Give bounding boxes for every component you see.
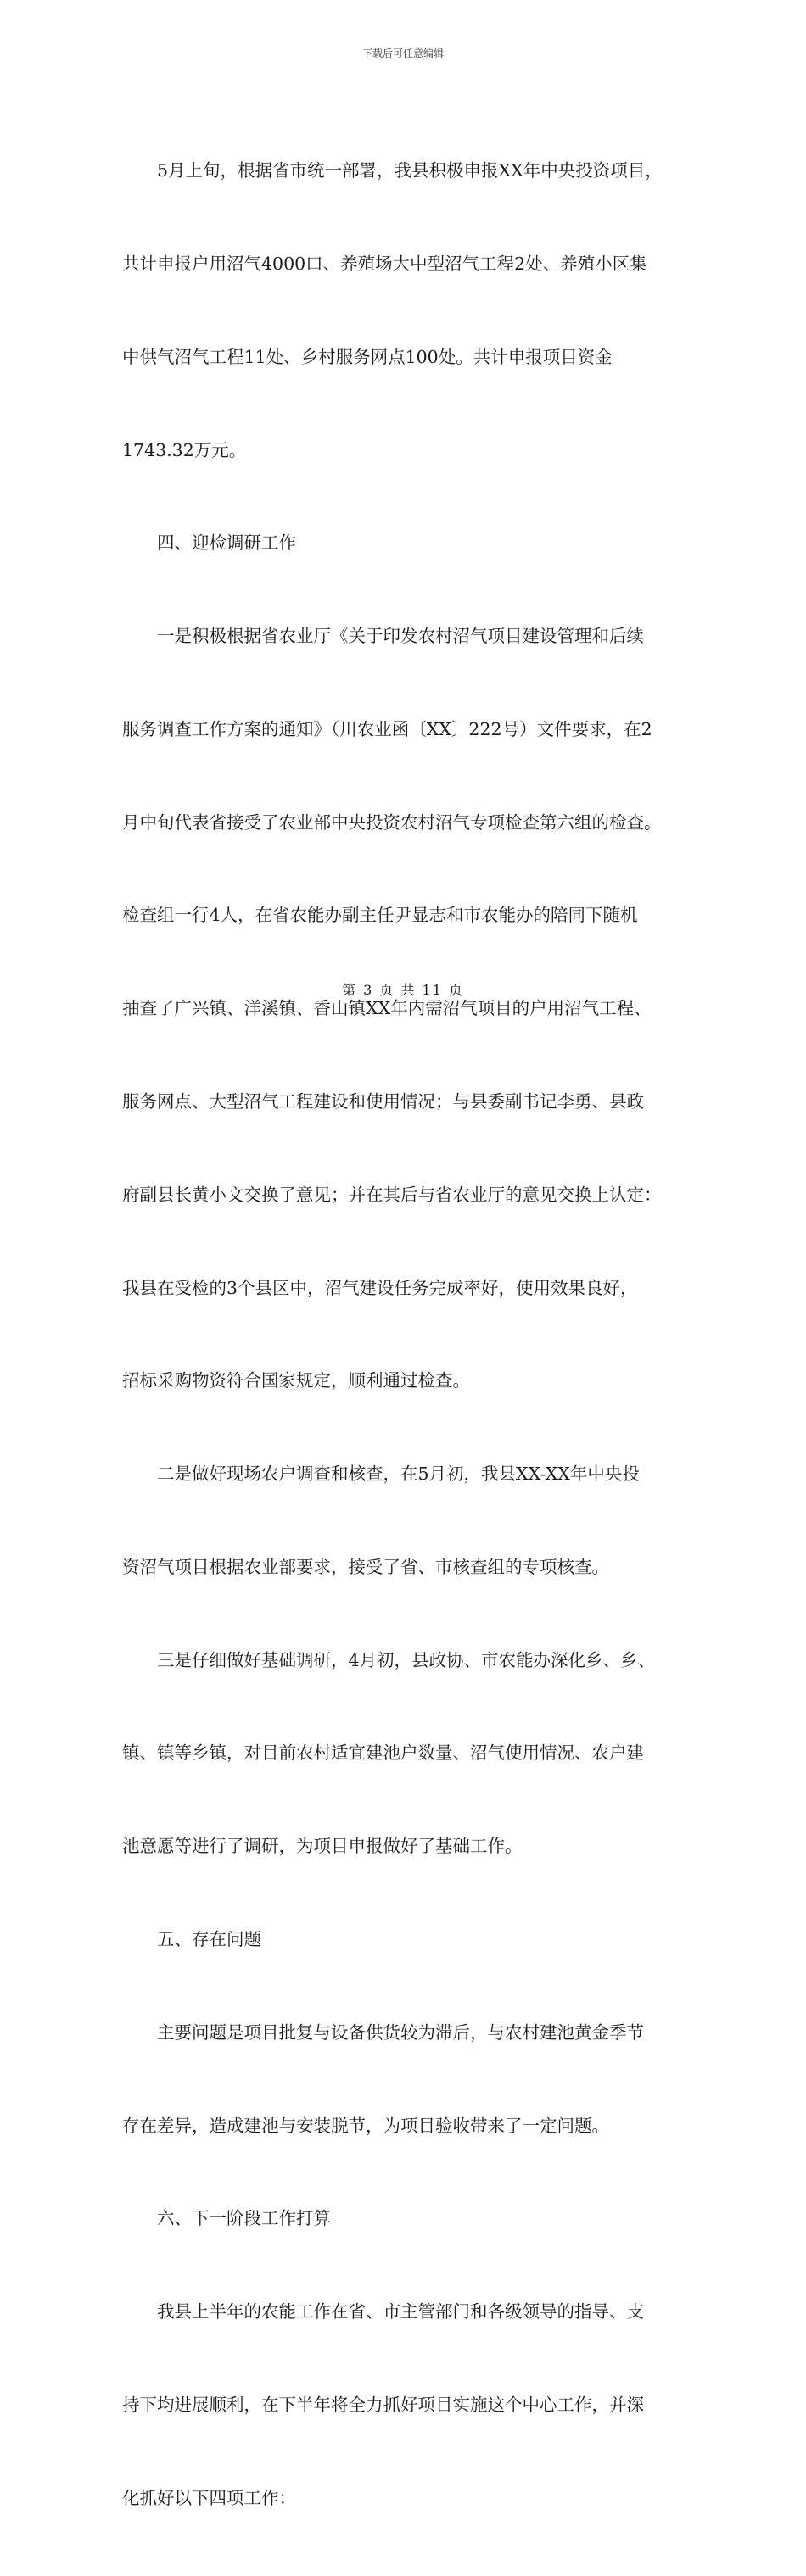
- text-line: 1743.32万元。: [122, 439, 247, 460]
- text-line: 一是积极根据省农业厅《关于印发农村沼气项目建设管理和后续: [122, 626, 644, 647]
- document-body: [122, 93, 686, 2576]
- text-line: 三是仔细做好基础调研，4月初，县政协、市农能办深化乡、乡、: [122, 1649, 656, 1670]
- text-line: 化抓好以下四项工作：: [122, 2487, 296, 2508]
- text-line: 二是做好现场农户调查和核查，在5月初，我县XX-XX年中央投: [122, 1464, 640, 1485]
- text-line: 招标采购物资符合国家规定，顺利通过检查。: [122, 1370, 470, 1391]
- text-line: 持下均进展顺利，在下半年将全力抓好项目实施这个中心工作，并深: [122, 2394, 644, 2415]
- text-line: 月中旬代表省接受了农业部中央投资农村沼气专项检查第六组的检查。: [122, 811, 662, 833]
- page-header: 下载后可任意编辑: [361, 47, 444, 59]
- text-line: 服务网点、大型沼气工程建设和使用情况；与县委副书记李勇、县政: [122, 1091, 644, 1112]
- text-line: 镇、镇等乡镇，对目前农村适宜建池户数量、沼气使用情况、农户建: [122, 1742, 644, 1764]
- text-line: 抽查了广兴镇、洋溪镇、香山镇XX年内需沼气项目的户用沼气工程、: [122, 998, 652, 1019]
- body-text: [122, 93, 686, 2576]
- text-line: 池意愿等进行了调研，为项目申报做好了基础工作。: [122, 1836, 523, 1857]
- section-heading: 六、下一阶段工作打算: [122, 2208, 331, 2229]
- text-line: 服务调查工作方案的通知》（川农业函〔XX〕222号）文件要求，在2: [122, 718, 652, 739]
- text-line: 检查组一行4人，在省农能办副主任尹显志和市农能办的陪同下随机: [122, 905, 638, 926]
- text-line: 中供气沼气工程11处、乡村服务网点100处。共计申报项目资金: [122, 346, 613, 367]
- page-footer: 第 3 页 共 11 页: [342, 982, 464, 998]
- text-line: 我县上半年的农能工作在省、市主管部门和各级领导的指导、支: [122, 2301, 644, 2322]
- section-heading: 五、存在问题: [122, 1929, 261, 1950]
- text-line: 存在差异，造成建池与安装脱节，为项目验收带来了一定问题。: [122, 2115, 609, 2136]
- text-line: 我县在受检的3个县区中，沼气建设任务完成率好，使用效果良好，: [122, 1277, 638, 1298]
- text-line: 主要问题是项目批复与设备供货较为滞后，与农村建池黄金季节: [122, 2021, 644, 2043]
- text-line: 府副县长黄小文交换了意见；并在其后与省农业厅的意见交换上认定：: [122, 1184, 662, 1205]
- text-line: 共计申报户用沼气4000口、养殖场大中型沼气工程2处、养殖小区集: [122, 253, 647, 274]
- text-line: 资沼气项目根据农业部要求，接受了省、市核查组的专项核查。: [122, 1556, 609, 1577]
- text-line: 5月上旬，根据省市统一部署，我县积极申报XX年中央投资项目，: [122, 160, 663, 181]
- section-heading: 四、迎检调研工作: [122, 532, 296, 554]
